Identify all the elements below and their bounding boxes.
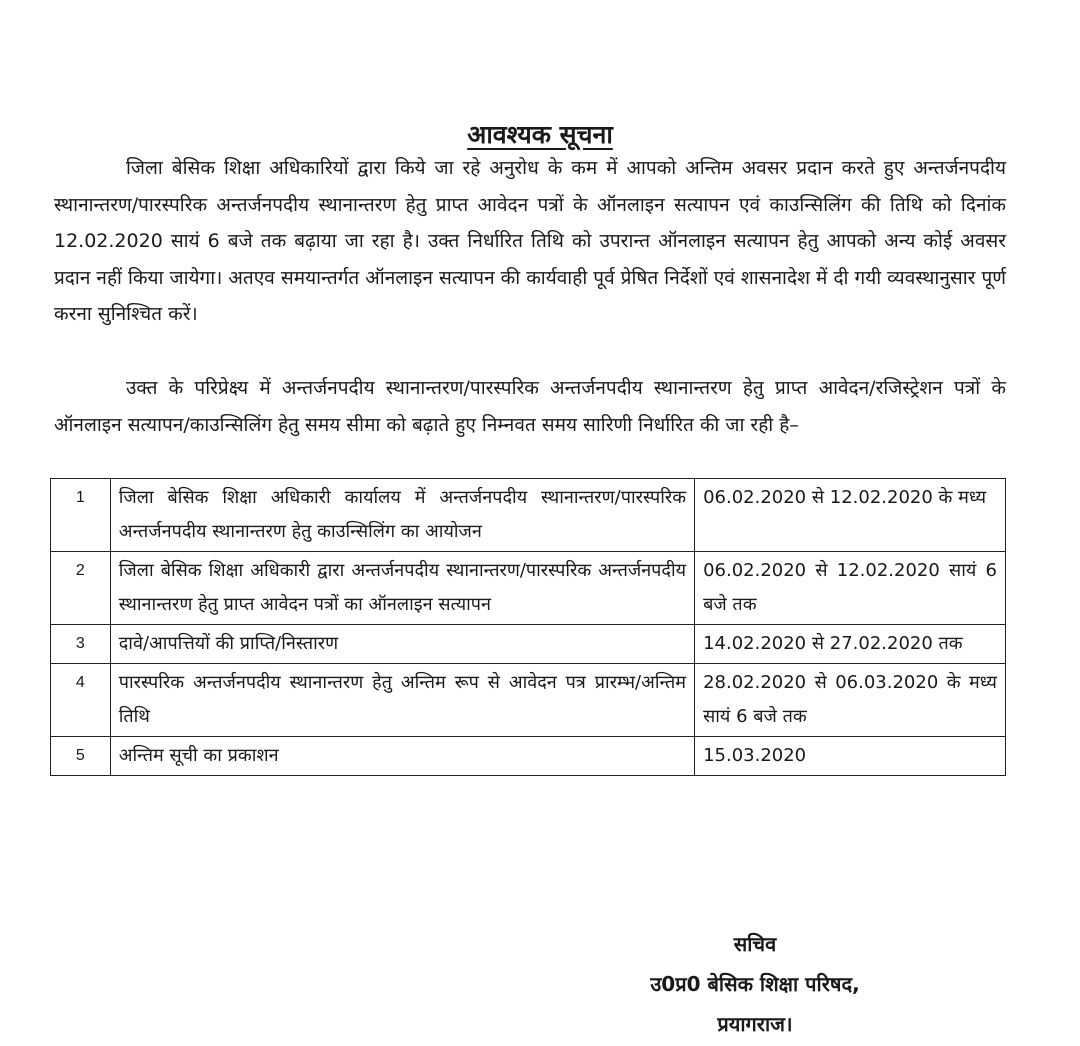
row-dates: 06.02.2020 से 12.02.2020 के मध्य — [695, 479, 1006, 552]
signature-block — [560, 924, 950, 1044]
row-activity: जिला बेसिक शिक्षा अधिकारी द्वारा अन्तर्जनपदीय स्थानान्तरण/पारस्परिक अन्तर्जनपदीय स्थानान्तरण हेतु प्राप्त आवेदन पत्रों का ऑनलाइन सत्यापन — [110, 552, 694, 625]
row-activity: जिला बेसिक शिक्षा अधिकारी कार्यालय में अन्तर्जनपदीय स्थानान्तरण/पारस्परिक अन्तर्जनपदीय स्थानान्तरण हेतु काउन्सिलिंग का आयोजन — [110, 479, 694, 552]
table-row — [51, 664, 1006, 737]
signatory-organization: उ0प्र0 बेसिक शिक्षा परिषद, — [650, 972, 860, 996]
schedule-table — [50, 478, 1006, 776]
row-dates: 15.03.2020 — [695, 737, 1006, 776]
row-dates: 28.02.2020 से 06.03.2020 के मध्य सायं 6 बजे तक — [695, 664, 1006, 737]
notice-paragraph-2: उक्त के परिप्रेक्ष्य में अन्तर्जनपदीय स्थानान्तरण/पारस्परिक अन्तर्जनपदीय स्थानान्तरण हेतु प्राप्त आवेदन/रजिस्ट्रेशन पत्रों के ऑनलाइन सत्यापन/काउन्सिलिंग हेतु समय सीमा को बढ़ाते हुए निम्नवत समय सारिणी निर्धारित की जा रही है– — [54, 377, 1006, 436]
row-number: 5 — [51, 737, 111, 776]
row-number: 4 — [51, 664, 111, 737]
table-row — [51, 737, 1006, 776]
row-dates: 14.02.2020 से 27.02.2020 तक — [695, 625, 1006, 664]
signatory-designation: सचिव — [733, 932, 777, 956]
row-number: 3 — [51, 625, 111, 664]
table-row — [51, 479, 1006, 552]
row-activity: दावे/आपत्तियों की प्राप्ति/निस्तारण — [110, 625, 694, 664]
table-row — [51, 552, 1006, 625]
signatory-location: प्रयागराज। — [717, 1012, 793, 1036]
row-activity: अन्तिम सूची का प्रकाशन — [110, 737, 694, 776]
table-row — [51, 625, 1006, 664]
notice-paragraph-1: जिला बेसिक शिक्षा अधिकारियों द्वारा किये जा रहे अनुरोध के कम में आपको अन्तिम अवसर प्रदान करते हुए अन्तर्जनपदीय स्थानान्तरण/पारस्परिक अन्तर्जनपदीय स्थानान्तरण हेतु प्राप्त आवेदन पत्रों के ऑनलाइन सत्यापन एवं काउन्सिलिंग की तिथि को दिनांक 12.02.2020 सायं 6 बजे तक बढ़ाया जा रहा है। उक्त निर्धारित तिथि को उपरान्त ऑनलाइन सत्यापन हेतु आपको अन्य कोई अवसर प्रदान नहीं किया जायेगा। अतएव समयान्तर्गत ऑनलाइन सत्यापन की कार्यवाही पूर्व प्रेषित निर्देशों एवं शासनादेश में दी गयी व्यवस्थानुसार पूर्ण करना सुनिश्चित करें। — [54, 157, 1006, 325]
notice-title: आवश्यक सूचना — [467, 120, 613, 149]
row-number: 2 — [51, 552, 111, 625]
row-number: 1 — [51, 479, 111, 552]
row-activity: पारस्परिक अन्तर्जनपदीय स्थानान्तरण हेतु अन्तिम रूप से आवेदन पत्र प्रारम्भ/अन्तिम तिथि — [110, 664, 694, 737]
row-dates: 06.02.2020 से 12.02.2020 सायं 6 बजे तक — [695, 552, 1006, 625]
